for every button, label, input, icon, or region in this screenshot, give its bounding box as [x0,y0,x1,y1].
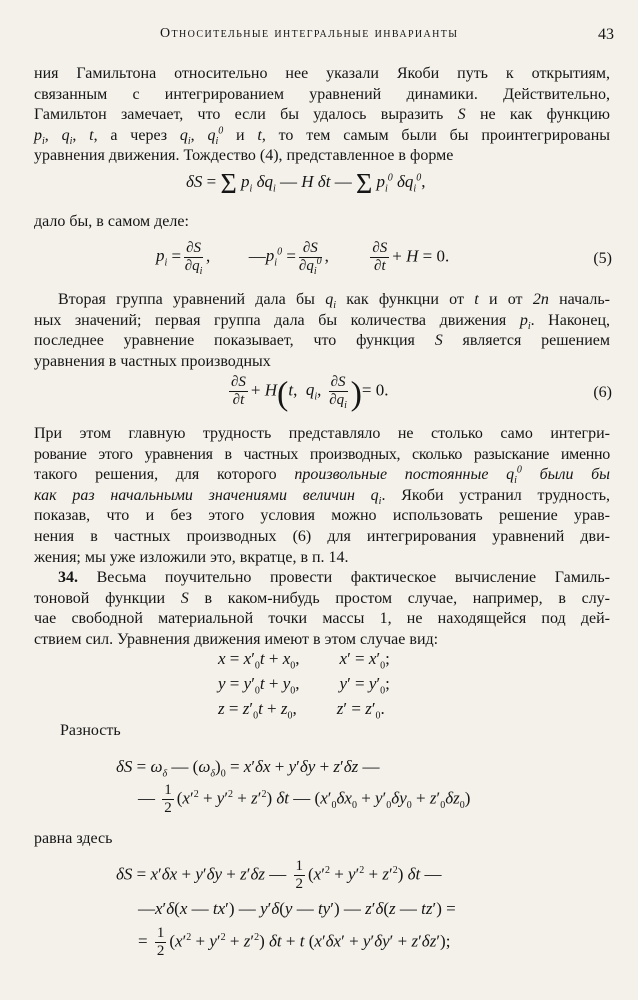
here-line-3: = $\frac{1}{2}$ $(x'^2 + y'^2 + z'^2) \delta t + t$ (x′δx′ + y′δy′ + z′δz′); [138,925,451,959]
p4-line-3: чае свободной материальной точки массы 1, не находящейся под дей- [34,610,610,628]
p1-line-3: Гамильтон замечает, что если бы удалось выразить S не как функцию [34,106,611,124]
paragraph-3 [34,424,610,568]
equation-difference [116,752,470,817]
p3-line-6: нения в частных производных (6) для интегрирования уравнений дви- [34,527,610,545]
p3-line-5: показав, что и без этого условия можно использовать решение урав- [34,507,610,525]
paragraph-1 [34,64,610,167]
p4-line-2: тоновой функции S в каком-нибудь простом случае, например, в слу- [34,589,611,607]
text-dalo: дало бы, в самом деле: [34,213,189,230]
p3-line-2: рование этого уравнения в частных производных, сколько разыскание именно [34,445,610,463]
equation-here [116,858,456,960]
equation-6: $\frac{\partial S}{\partial t}$ + H(t, $q_i$, $\frac{\partial S}{\partial q_i}$ )= 0. [231,374,389,413]
text-raznost: Разность [60,722,121,739]
p4-line-1: 34. Весьма поучительно провести фактическое вычисление Гамиль- [58,569,610,586]
here-line-1: δS = x′δx + y′δy + z′δz — $\frac{1}{2}$ $(x'^2 + y'^2 + z'^2)$ δt — [116,858,442,892]
p2-line-2: ных значений; первая группа дала бы количества движения $p_i$. Наконец, [34,311,611,332]
running-title: Относительные интегральные инварианты [160,26,459,41]
section-number: 34. [58,569,78,586]
motion-eq-x: $x = x'_0t + x_0$, $x' = x'_0$; [218,649,390,672]
paragraph-2 [34,290,610,372]
p1-line-1: ния Гамильтона относительно нее указали Якоби путь к открытиям, [34,65,610,82]
difference-line-1: $\delta S = \omega_\delta$ — $(\omega_\delta)_0 = x'\delta x + y'\delta y + z'\delta z$ — [116,757,380,780]
p2-line-1: Вторая группа уравнений дала бы $q_i$ как функцни от t и от 2n началь- [58,291,610,312]
difference-line-2: — $\frac{1}{2}$ $(x'^2 + y'^2 + z'^2)$ δt — $(x'_0\delta x_0 + y'_0\delta y_0 + z'_0\delta z_0)$ [138,782,471,816]
p3-line-1: При этом главную трудность представляло не столько само интегри- [34,425,610,442]
equation-5-number: (5) [593,250,612,267]
page-header [0,26,638,46]
p3-line-3: такого решения, для которого произвольные постоянные $q_i^0$ были бы [34,464,611,487]
paragraph-4 [34,568,610,650]
equation-identity: δS = Σ $p_i$ $\delta q_i$ — H δt — Σ $p_i^0$ $\delta q_i^0$, [186,169,426,200]
motion-equations [218,646,390,721]
equation-6-number: (6) [593,384,612,401]
p3-line-7: жения; мы уже изложили это, вкратце, в п. 14. [34,548,349,566]
page-number: 43 [598,26,614,43]
p3-line-4: как раз начальными значениями величин $q_i$. Якоби устранил трудность, [34,486,611,507]
p1-line-2: связанным с интегрированием уравнений динамики. Действительно, [34,85,610,103]
p4-line-4: ствием сил. Уравнения движения имеют в этом случае вид: [34,630,439,648]
text-ravna: равна здесь [34,830,113,847]
motion-eq-z: $z = z'_0t + z_0$, $z' = z'_0$. [218,699,385,722]
p1-line-5: уравнения движения. Тождество (4), представленное в форме [34,147,454,165]
motion-eq-y: $y = y'_0t + y_0$, $y' = y'_0$; [218,674,390,697]
p2-line-3: последнее уравнение показывает, что функция S является решением [34,332,611,350]
equation-5: $p_i$ = $\frac{\partial S}{\partial q_i}$ , $—p_i^0$ = $\frac{\partial S}{\partial q_i^0}$ , $\frac{\partial S}{\partial t}$ + H = 0. [156,240,450,277]
here-line-2: —x′δ(x — tx′) — y′δ(y — ty′) — z′δ(z — tz′) = [138,899,456,918]
p1-line-4: $p_i$, $q_i$, t, а через $q_i$, $q_i^0$ и t, то тем самым были бы проинтегрированы [34,125,611,147]
p2-line-4: уравнения в частных производных [34,352,271,370]
